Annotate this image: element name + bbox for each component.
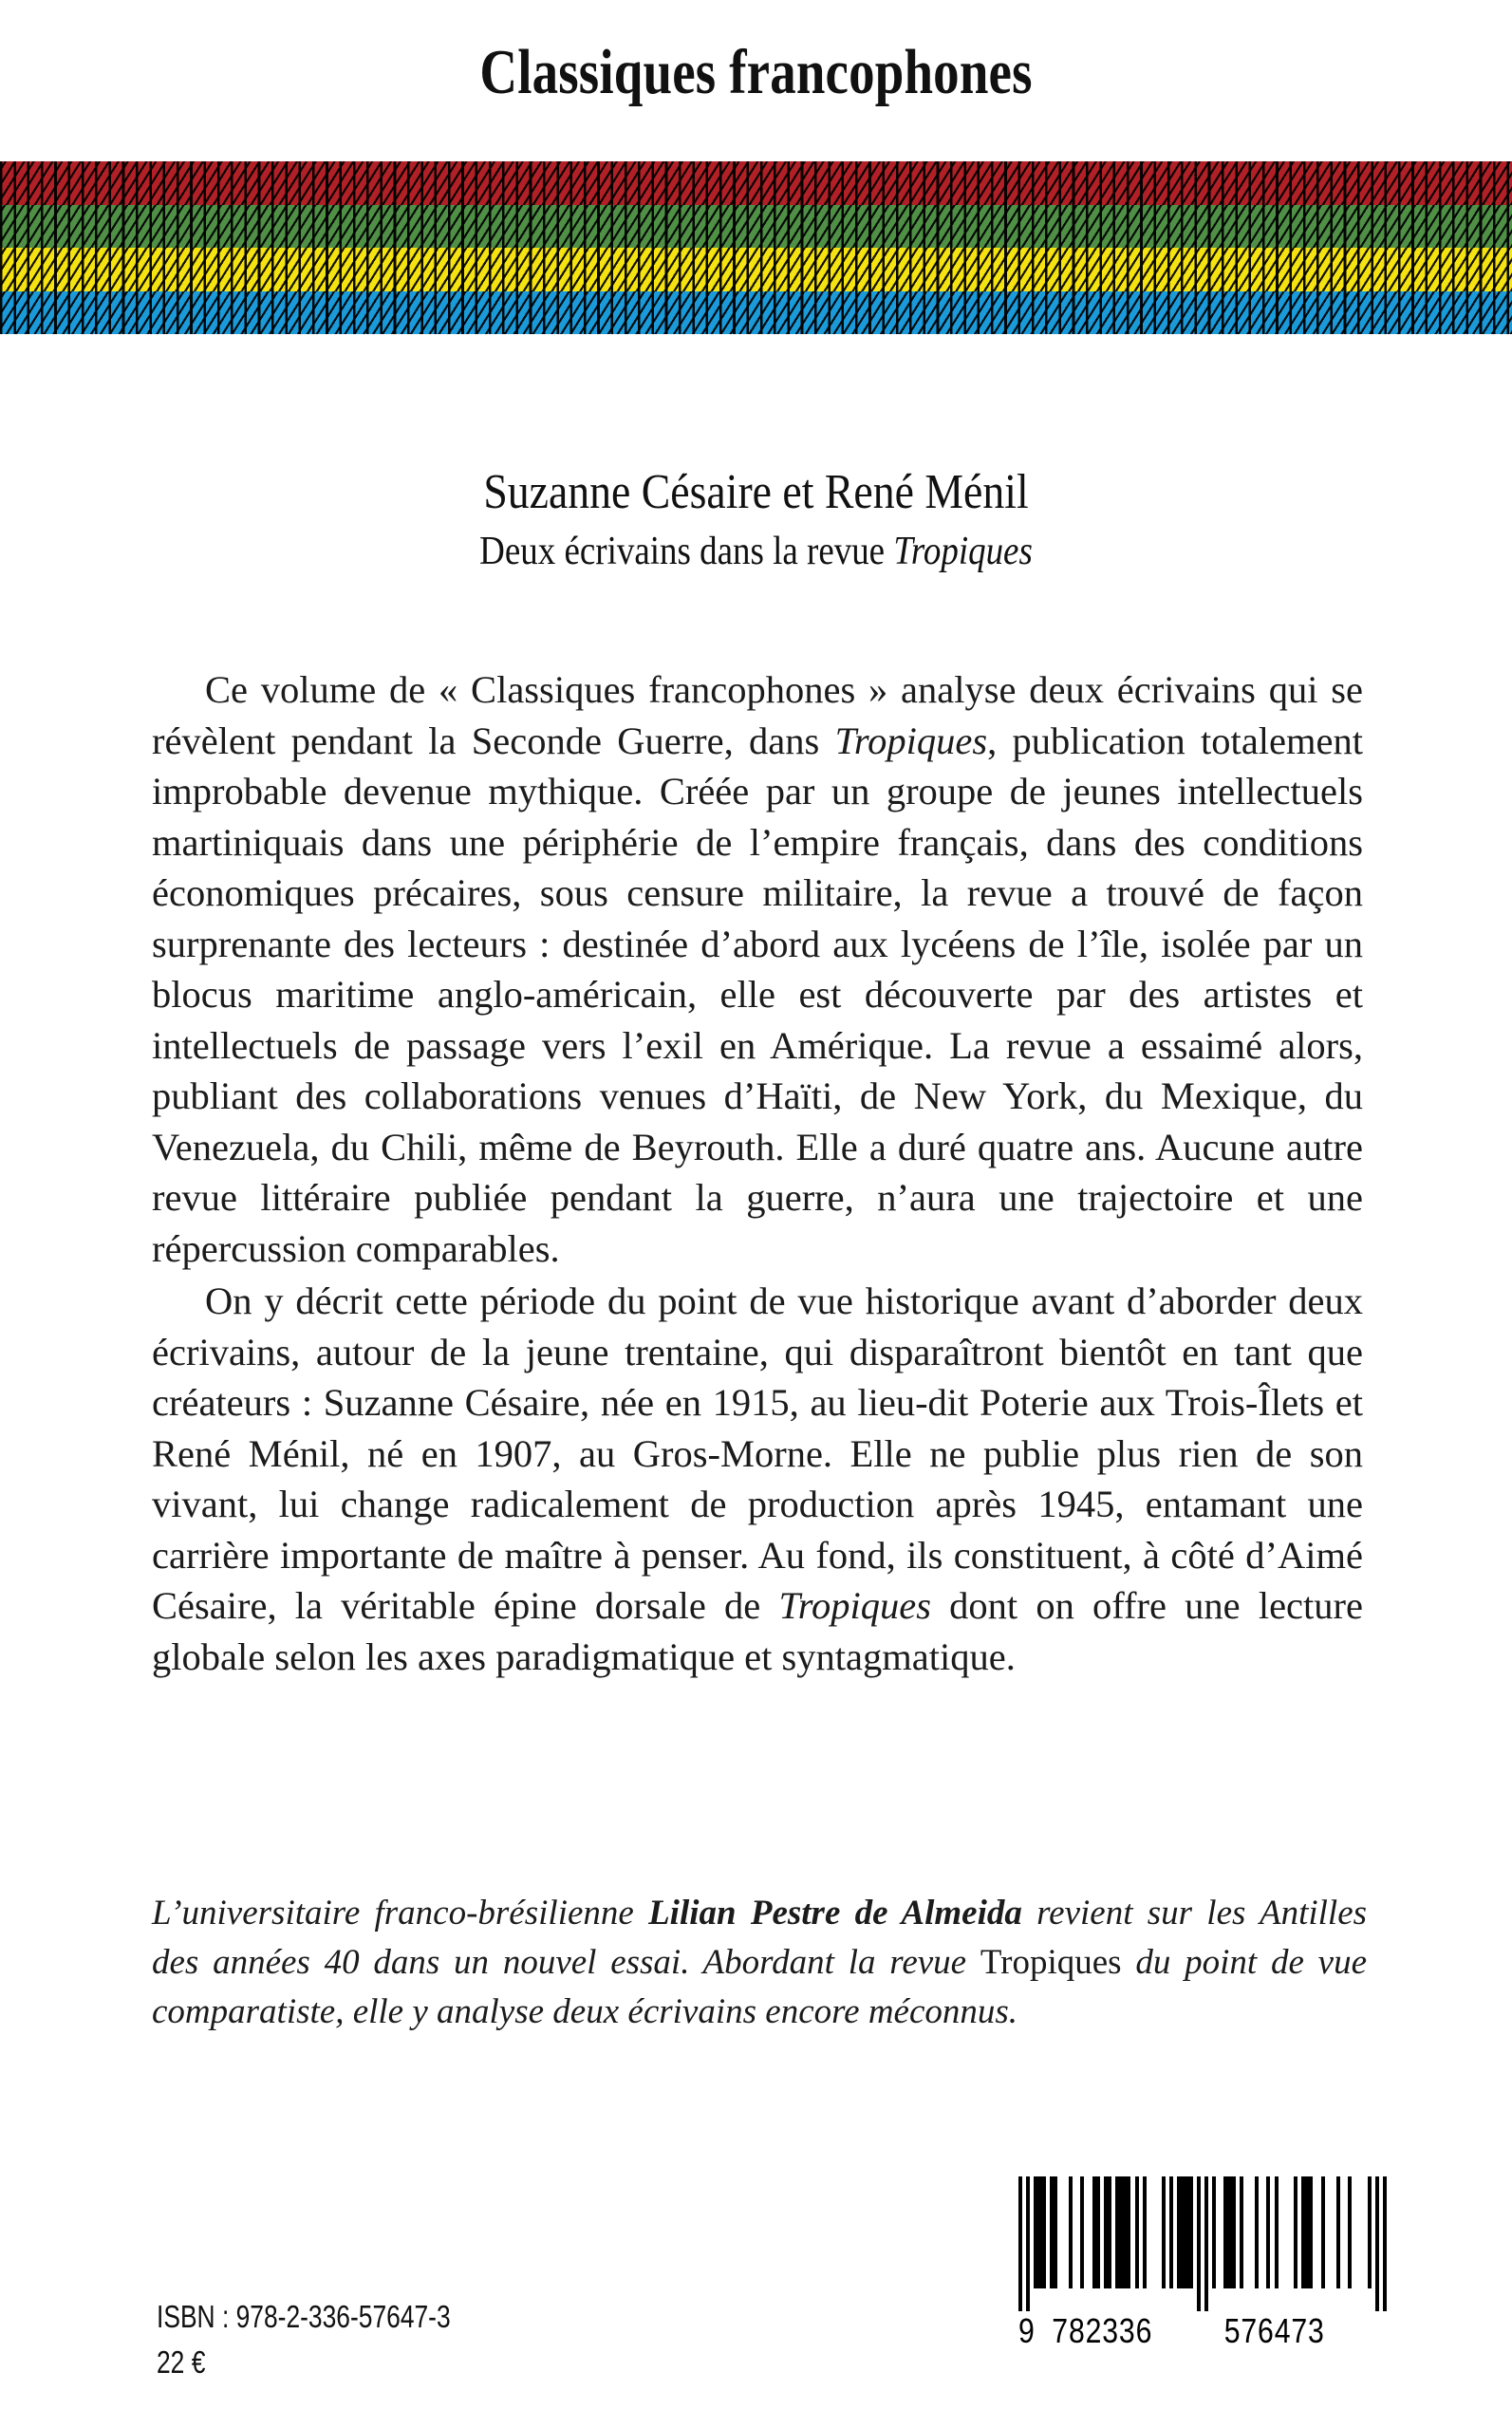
barcode-lead-digit: 9: [1018, 2311, 1036, 2350]
barcode-bar: [1275, 2176, 1279, 2288]
decorative-color-band: [0, 161, 1512, 334]
barcode-bar: [1050, 2176, 1057, 2288]
barcode-bar: [1204, 2176, 1208, 2311]
barcode-bar: [1301, 2176, 1313, 2288]
barcode-bar: [1368, 2176, 1372, 2288]
barcode-bar: [1294, 2176, 1297, 2288]
barcode-bar: [1348, 2176, 1352, 2288]
blurb-paragraph-1: [152, 664, 1363, 1274]
blurb-run: Ce volume de « Classiques francophones » analyse deux écrivains qui se révèlent pendant la Seconde Guerre, dans: [152, 668, 1363, 762]
red-stripe-hatch: [0, 161, 1512, 205]
barcode-right-group: 576473: [1223, 2311, 1325, 2350]
book-subtitle: [91, 531, 1422, 572]
barcode-bar: [1255, 2176, 1259, 2288]
barcode-bar: [1197, 2176, 1201, 2311]
note-run: Tropiques: [980, 1943, 1122, 1982]
barcode-bar: [1169, 2176, 1173, 2288]
barcode-bar: [1034, 2176, 1045, 2288]
note-run: du point de vue comparatiste, elle y analyse deux écrivains encore méconnus.: [152, 1943, 1368, 2031]
publisher-note: [152, 1889, 1367, 2037]
barcode-bar: [1080, 2176, 1084, 2288]
isbn-price-block: [157, 2294, 451, 2385]
title-block: [0, 467, 1512, 572]
book-title: Suzanne Césaire et René Ménil: [483, 465, 1029, 519]
barcode-bars: [1018, 2176, 1387, 2311]
barcode-bar: [1223, 2176, 1235, 2288]
yellow-stripe: [0, 248, 1512, 291]
barcode-bar: [1240, 2176, 1243, 2288]
blurb-run: dont on offre une lecture globale selon les axes paradigmatique et syntagmatique.: [152, 1584, 1363, 1678]
note-run: L’universitaire franco-brésilienne: [152, 1894, 649, 1933]
barcode-bar: [1375, 2176, 1379, 2311]
blurb-run: , publication totalement improbable devenue mythique. Créée par un groupe de jeunes intellectuels martiniquais dans une périphérie de l’empire français, dans des conditions économiques précaires, sous censure militaire, la revue a trouvé de façon surprenante des lecteurs : destinée d’abord aux lycéens de l’île, isolée par un blocus maritime anglo-américain, elle est découverte par des artistes et intellectuels de passage vers l’exil en Amérique. La revue a essaimé alors, publiant des collaborations venues d’Haïti, de New York, du Mexique, du Venezuela, du Chili, même de Beyrouth. Elle a duré quatre ans. Aucune autre revue littéraire publiée pendant la guerre, n’aura une trajectoire et une répercussion comparables.: [152, 719, 1363, 1270]
green-stripe: [0, 205, 1512, 249]
barcode-bar: [1135, 2176, 1139, 2288]
barcode-bar: [1266, 2176, 1270, 2288]
blurb-run: Tropiques: [778, 1584, 931, 1627]
barcode-bar: [1143, 2176, 1147, 2288]
barcode-bar: [1026, 2176, 1030, 2311]
barcode-bar: [1104, 2176, 1111, 2288]
blurb-paragraph-2: [152, 1276, 1363, 1682]
barcode-bar: [1383, 2176, 1387, 2311]
barcode-bar: [1162, 2176, 1166, 2288]
barcode-bar: [1115, 2176, 1130, 2288]
barcode-digits: [1018, 2311, 1328, 2350]
isbn-line: ISBN : 978-2-336-57647-3: [157, 2299, 451, 2334]
barcode-left-group: 782336: [1052, 2311, 1153, 2350]
blurb-run: On y décrit cette période du point de vue historique avant d’aborder deux écrivains, autour de la jeune trentaine, qui disparaîtront bientôt en tant que créateurs : Suzanne Césaire, née en 1915, au lieu-dit Poterie aux Trois-Îlets et René Ménil, né en 1907, au Gros-Morne. Elle ne publie plus rien de son vivant, lui change radicalement de production après 1945, entamant une carrière importante de maître à penser. Au fond, ils constituent, à côté d’Aimé Césaire, la véritable épine dorsale de: [152, 1279, 1363, 1627]
barcode-bar: [1092, 2176, 1100, 2288]
book-subtitle-prefix: Deux écrivains dans la revue: [479, 529, 894, 573]
series-title: Classiques francophones: [479, 37, 1033, 107]
red-stripe: [0, 161, 1512, 205]
barcode-bar: [1321, 2176, 1325, 2288]
barcode-bar: [1069, 2176, 1073, 2288]
note-run: revient sur les Antilles des années 40 dans un nouvel essai. Abordant la revue: [152, 1894, 1368, 1982]
back-cover-blurb: [152, 664, 1363, 1682]
barcode-bar: [1018, 2176, 1022, 2311]
green-stripe-hatch: [0, 205, 1512, 249]
ean13-barcode: [1018, 2176, 1387, 2350]
note-run: Lilian Pestre de Almeida: [648, 1894, 1022, 1933]
yellow-stripe-hatch: [0, 248, 1512, 291]
barcode-bar: [1336, 2176, 1340, 2288]
barcode-bar: [1212, 2176, 1216, 2288]
blurb-run: Tropiques: [834, 719, 988, 762]
blue-stripe: [0, 291, 1512, 335]
price-line: 22 €: [157, 2344, 206, 2380]
book-subtitle-journal: Tropiques: [893, 529, 1033, 573]
blue-stripe-hatch: [0, 291, 1512, 335]
barcode-bar: [1177, 2176, 1192, 2288]
